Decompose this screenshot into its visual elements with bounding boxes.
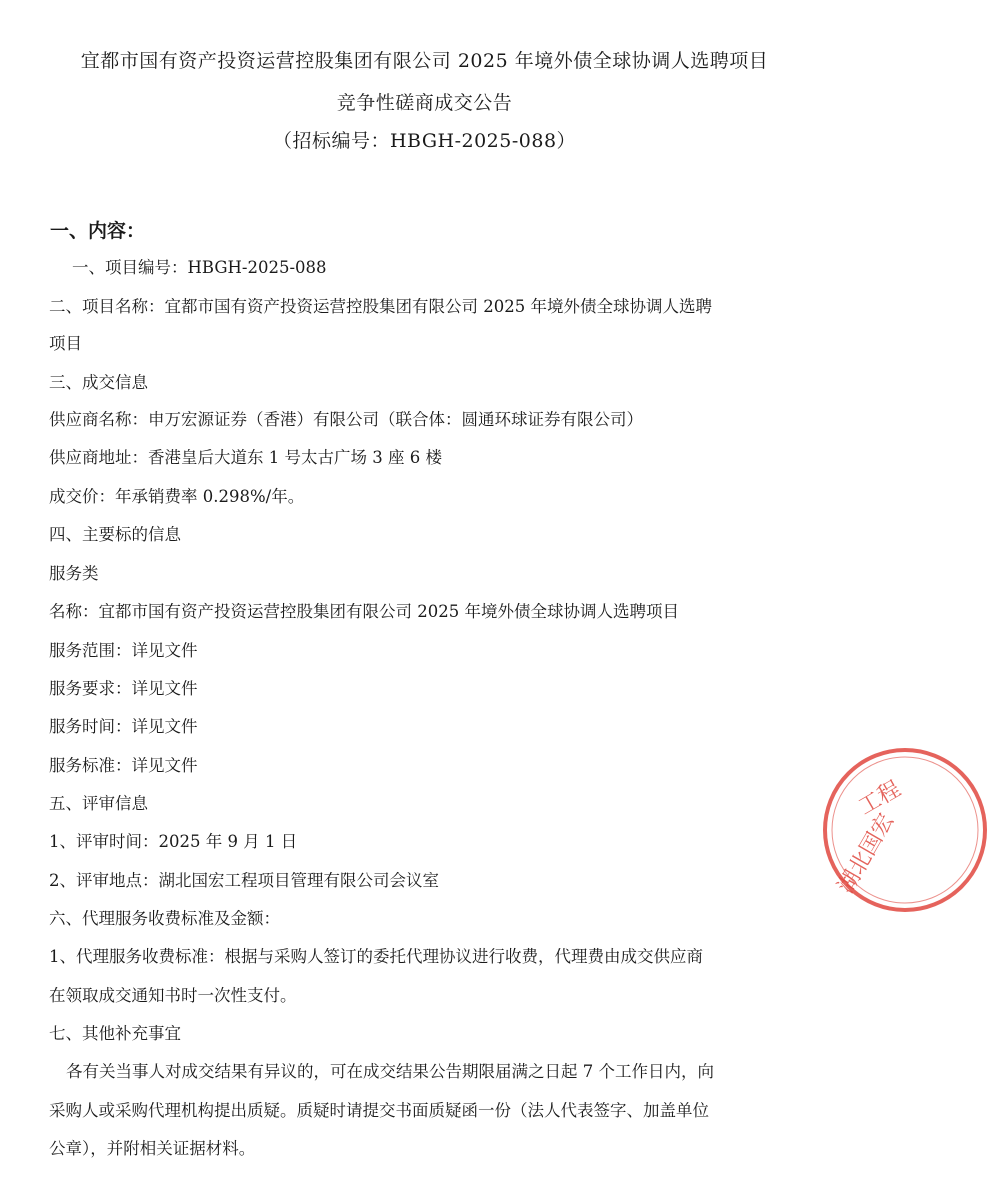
agency-fee-heading: 六、代理服务收费标准及金额： [49,909,280,928]
agency-fee-line1: 1、代理服务收费标准：根据与采购人签订的委托代理协议进行收费，代理费由成交供应商 [49,947,703,966]
review-place: 2、评审地点：湖北国宏工程项目管理有限公司会议室 [49,871,439,890]
official-seal-stamp [820,745,990,915]
supplier-name: 供应商名称：申万宏源证券（香港）有限公司（联合体：圆通环球证券有限公司） [49,410,643,429]
review-info-heading: 五、评审信息 [49,794,148,813]
svg-text:湖北国宏: 湖北国宏 [833,809,900,898]
review-time: 1、评审时间：2025 年 9 月 1 日 [49,832,298,851]
tender-number: （招标编号：HBGH-2025-088） [272,130,577,152]
supplementary-heading: 七、其他补充事宜 [49,1024,181,1043]
service-type: 服务类 [49,564,99,583]
agency-fee-line2: 在领取成交通知书时一次性支付。 [49,986,297,1005]
project-number: 一、项目编号：HBGH-2025-088 [72,258,327,277]
section-heading-content: 一、内容： [50,220,146,242]
objection-note-line2: 采购人或采购代理机构提出质疑。质疑时请提交书面质疑函一份（法人代表签字、加盖单位 [49,1101,709,1120]
objection-note-line3: 公章），并附相关证据材料。 [49,1139,256,1158]
supplier-address: 供应商地址：香港皇后大道东 1 号太古广场 3 座 6 楼 [49,448,442,467]
service-scope: 服务范围：详见文件 [49,641,198,660]
service-requirement: 服务要求：详见文件 [49,679,198,698]
project-name-line2: 项目 [49,334,82,353]
service-time: 服务时间：详见文件 [49,717,198,736]
document-title: 宜都市国有资产投资运营控股集团有限公司 2025 年境外债全球协调人选聘项目 [80,50,769,72]
document-subtitle: 竞争性磋商成交公告 [336,92,513,114]
deal-price: 成交价：年承销费率 0.298%/年。 [49,487,305,506]
deal-info-heading: 三、成交信息 [49,373,148,392]
project-name-line1: 二、项目名称：宜都市国有资产投资运营控股集团有限公司 2025 年境外债全球协调人选聘 [49,297,712,316]
main-subject-heading: 四、主要标的信息 [49,525,181,544]
objection-note-line1: 各有关当事人对成交结果有异议的，可在成交结果公告期限届满之日起 7 个工作日内，向 [66,1062,714,1081]
service-standard: 服务标准：详见文件 [49,756,198,775]
service-name: 名称：宜都市国有资产投资运营控股集团有限公司 2025 年境外债全球协调人选聘项目 [49,602,679,621]
svg-text:工程: 工程 [854,776,906,821]
